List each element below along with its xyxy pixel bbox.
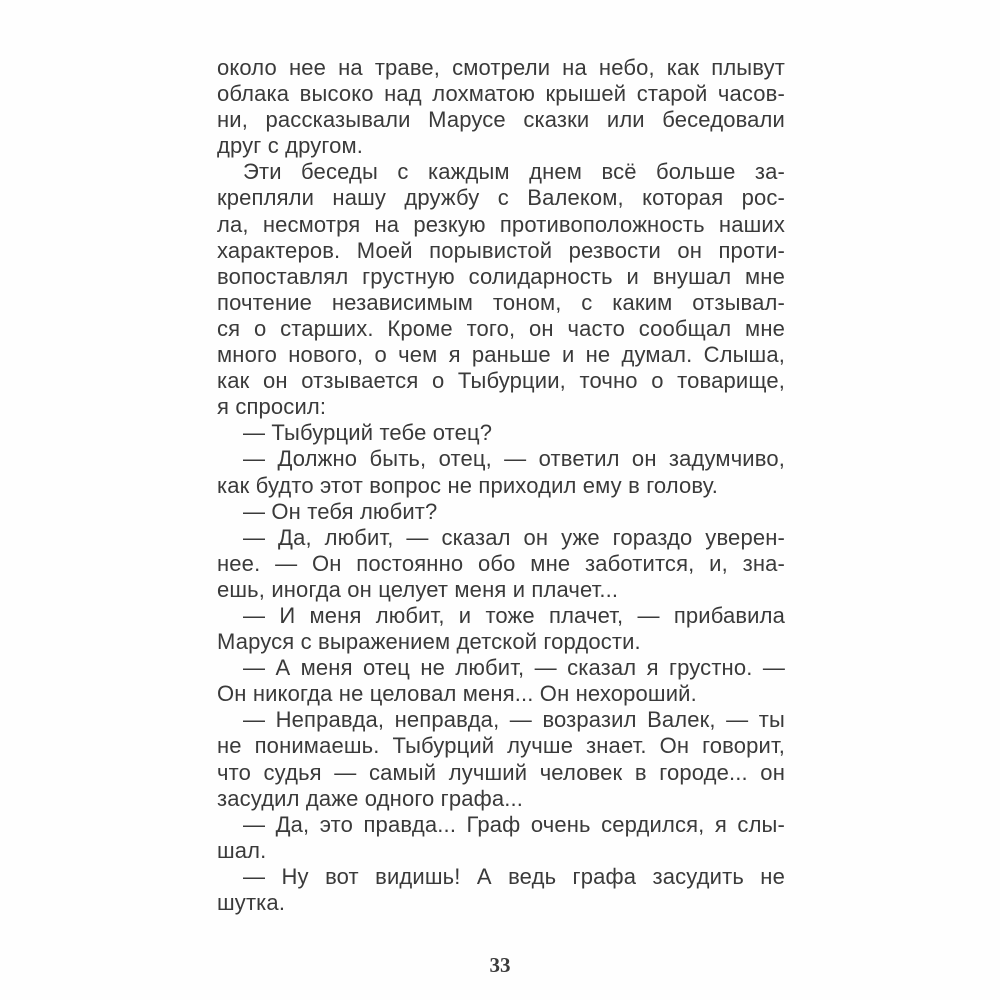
text-line: Эти беседы с каждым днем всё больше за- [243, 159, 785, 185]
text-line: — Неправда, неправда, — возразил Валек, — ты [243, 707, 785, 733]
text-line: — Да, это правда... Граф очень сердился, я слы- [243, 811, 785, 837]
text-line: около нее на траве, смотрели на небо, как плывут [217, 55, 785, 80]
text-line: облака высоко над лохматою крышей старой часов- [217, 81, 785, 107]
text-line: — А меня отец не любит, — сказал я грустно. — [243, 655, 785, 681]
text-line: — Он тебя любит? [243, 498, 438, 524]
text-line: — Ну вот видишь! А ведь графа засудить не [243, 863, 785, 889]
text-line: ешь, иногда он целует меня и плачет... [217, 576, 619, 602]
text-line: вопоставлял грустную солидарность и внушал мне [217, 263, 785, 289]
text-line: — Должно быть, отец, — ответил он задумчиво, [243, 446, 785, 472]
text-line: я спросил: [217, 394, 327, 420]
text-line: засудил даже одного графа... [217, 785, 524, 811]
text-line: крепляли нашу дружбу с Валеком, которая рос- [217, 185, 785, 211]
text-line: нее. — Он постоянно обо мне заботится, и, зна- [217, 550, 785, 576]
text-line: — Да, любит, — сказал он уже гораздо уверен- [243, 524, 785, 550]
text-line: почтение независимым тоном, с каким отзывал- [217, 289, 785, 315]
text-line: — И меня любит, и тоже плачет, — прибавила [243, 602, 785, 628]
page-number: 33 [489, 953, 511, 977]
body-text [217, 55, 785, 916]
text-line: Маруся с выражением детской гордости. [217, 629, 641, 655]
text-line: характеров. Моей порывистой резвости он проти- [217, 237, 785, 263]
text-line: ся о старших. Кроме того, он часто сообщал мне [217, 315, 785, 341]
text-line: шал. [217, 837, 267, 863]
text-line: — Тыбурций тебе отец? [243, 420, 493, 446]
text-line: ла, несмотря на резкую противоположность наших [217, 211, 785, 237]
text-line: много нового, о чем я раньше и не думал. Слыша, [217, 342, 785, 368]
text-line: что судья — самый лучший человек в городе... он [217, 759, 785, 785]
text-line: как он отзывается о Тыбурции, точно о товарище, [217, 368, 785, 394]
text-line: Он никогда не целовал меня... Он нехороший. [217, 681, 697, 707]
text-line: шутка. [217, 890, 286, 915]
text-line: друг с другом. [217, 133, 364, 159]
text-line: ни, рассказывали Марусе сказки или беседовали [217, 107, 785, 133]
text-line: как будто этот вопрос не приходил ему в голову. [217, 472, 718, 498]
text-line: не понимаешь. Тыбурций лучше знает. Он говорит, [217, 733, 785, 759]
